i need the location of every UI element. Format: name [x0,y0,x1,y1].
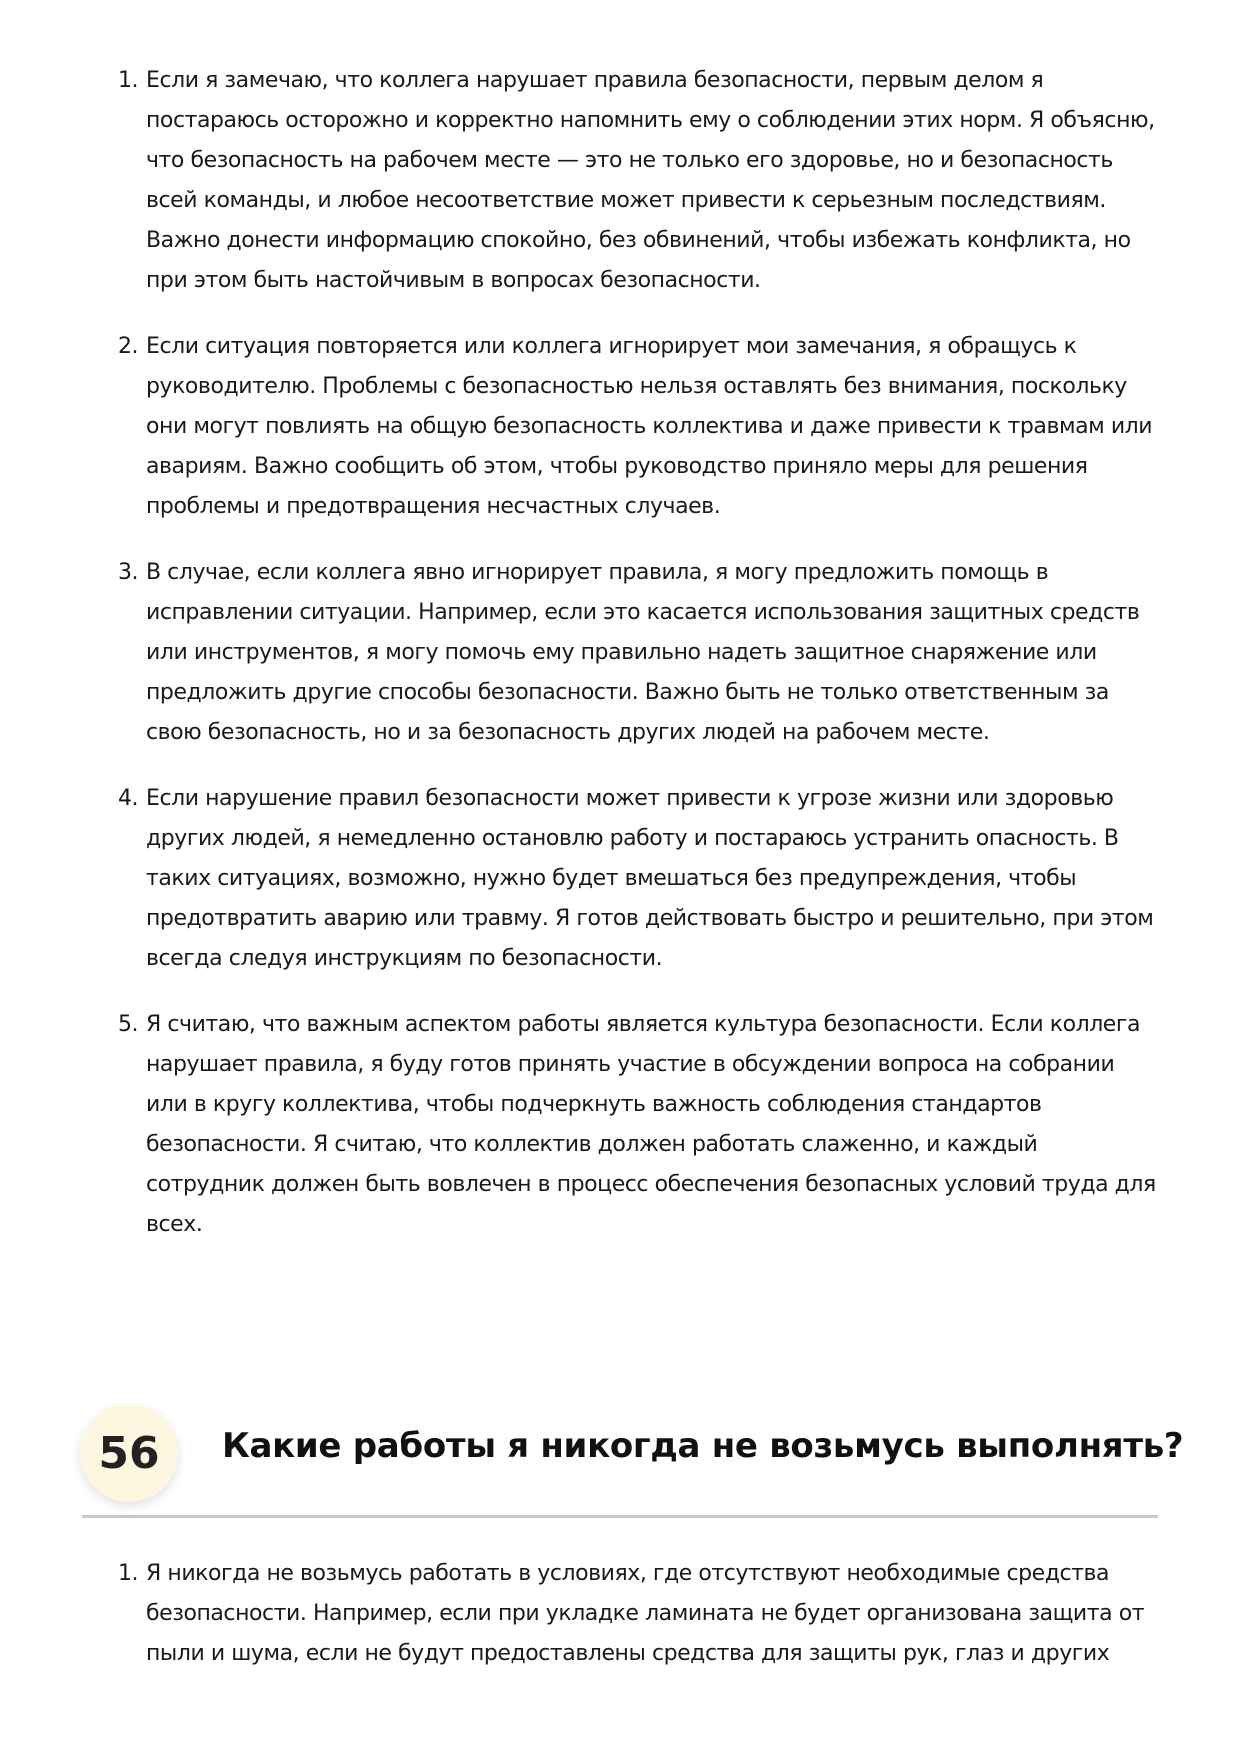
item-text: Если нарушение правил безопасности может привести к угрозе жизни или здоровью других людей, я немедленно остановлю работу и постараюсь устранить опасность. В таких ситуациях, возможно, нужно будет вмешаться без предупреждения, чтобы предотвратить аварию или травму. Я готов действовать быстро и решительно, при этом всегда следуя инструкциям по безопасности. [146,786,1154,971]
section-title: Какие работы я никогда не возьмусь выполнять? [222,1426,1184,1466]
item-number: 5. [118,1012,139,1037]
item-number: 2. [118,334,139,359]
list-item [118,327,1158,527]
item-text: Я никогда не возьмусь работать в условиях, где отсутствуют необходимые средства безопасности. Например, если при укладке ламината не будет организована защита от пыли и шума, если не будут предоставлены средства для защиты рук, глаз и других [146,1561,1145,1666]
item-text: В случае, если коллега явно игнорирует правила, я могу предложить помощь в исправлении ситуации. Например, если это касается использования защитных средств или инструментов, я могу помочь ему правильно надеть защитное снаряжение или предложить другие способы безопасности. Важно быть не только ответственным за свою безопасность, но и за безопасность других людей на рабочем месте. [146,560,1140,745]
item-text: Если я замечаю, что коллега нарушает правила безопасности, первым делом я постараюсь осторожно и корректно напомнить ему о соблюдении этих норм. Я объясню, что безопасность на рабочем месте — это не только его здоровье, но и безопасность всей команды, и любое несоответствие может привести к серьезным последствиям. Важно донести информацию спокойно, без обвинений, чтобы избежать конфликта, но при этом быть настойчивым в вопросах безопасности. [146,68,1155,293]
list-item [118,553,1158,753]
item-text: Если ситуация повторяется или коллега игнорирует мои замечания, я обращусь к руководителю. Проблемы с безопасностью нельзя оставлять без внимания, поскольку они могут повлиять на общую безопасность коллектива и даже привести к травмам или авариям. Важно сообщить об этом, чтобы руководство приняло меры для решения проблемы и предотвращения несчастных случаев. [146,334,1153,519]
list-item [118,1554,1158,1674]
item-text: Я считаю, что важным аспектом работы является культура безопасности. Если коллега нарушает правила, я буду готов принять участие в обсуждении вопроса на собрании или в кругу коллектива, чтобы подчеркнуть важность соблюдения стандартов безопасности. Я считаю, что коллектив должен работать слаженно, и каждый сотрудник должен быть вовлечен в процесс обеспечения безопасных условий труда для всех. [146,1012,1156,1237]
answer-list-next [118,1554,1158,1700]
item-number: 1. [118,68,139,93]
section-divider [82,1515,1158,1518]
answer-list [118,61,1158,1271]
item-number: 3. [118,560,139,585]
list-item [118,779,1158,979]
list-item [118,1005,1158,1245]
item-number: 1. [118,1561,139,1586]
list-item [118,61,1158,301]
question-number-badge: 56 [80,1404,178,1502]
item-number: 4. [118,786,139,811]
section-header [80,1404,1184,1522]
